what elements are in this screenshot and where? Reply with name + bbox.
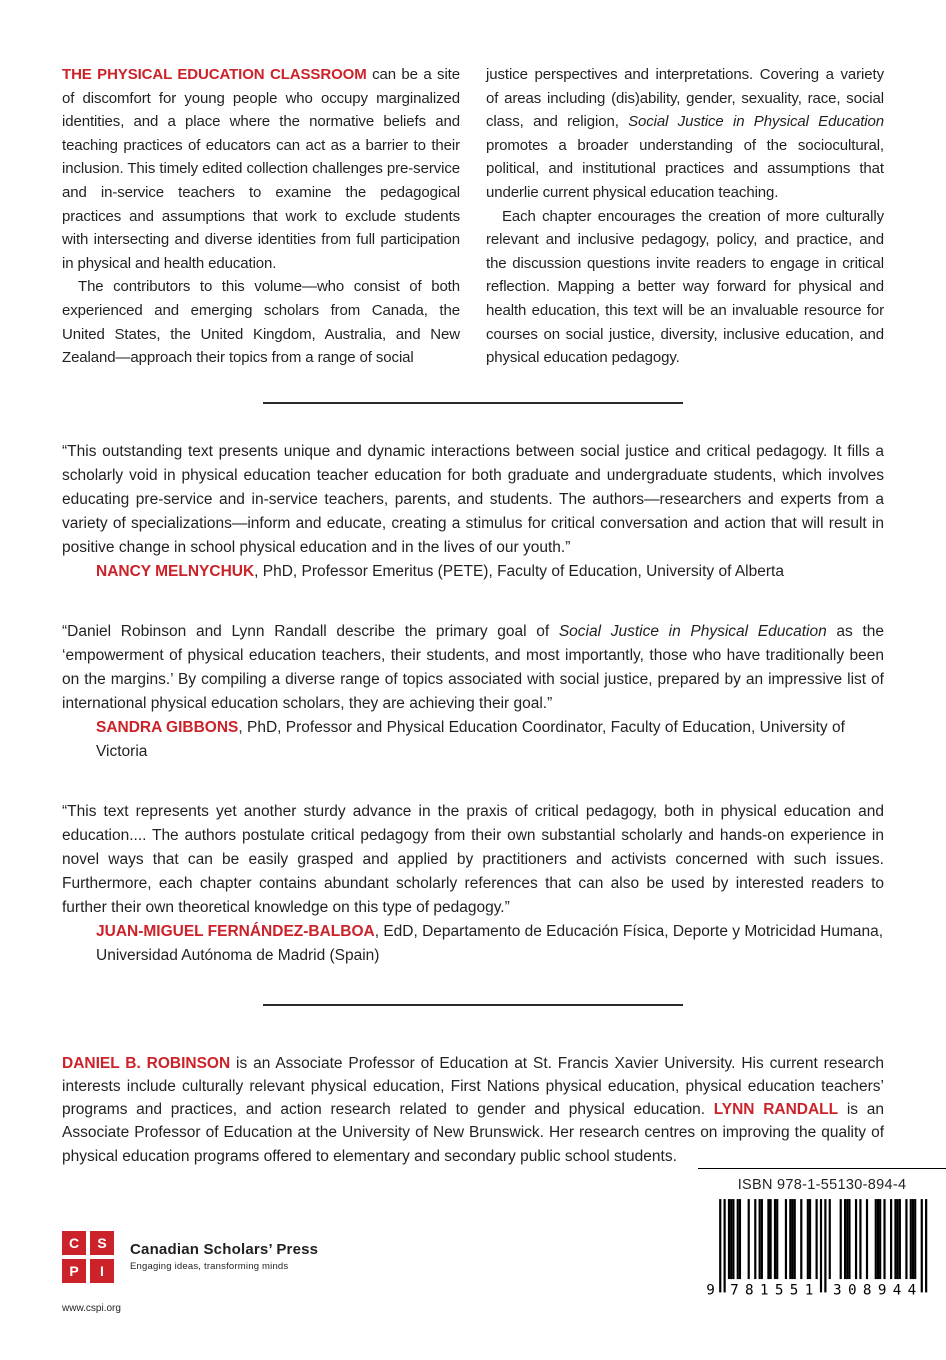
author-name-robinson: DANIEL B. ROBINSON bbox=[62, 1054, 231, 1072]
logo-letter-s: S bbox=[90, 1231, 114, 1255]
synopsis-paragraph-1 bbox=[62, 63, 460, 275]
isbn-barcode-block bbox=[698, 1168, 946, 1302]
cspi-logo bbox=[62, 1231, 114, 1283]
reviewer-credentials: , EdD, Departamento de Educación Física, Deporte y Motricidad Humana, Universidad Autónoma de Madrid (Spain) bbox=[96, 922, 884, 964]
svg-text:308944: 308944 bbox=[833, 1282, 917, 1299]
logo-letter-i: I bbox=[90, 1259, 114, 1283]
synopsis-paragraph-2: The contributors to this volume—who consist of both experienced and emerging scholars from Canada, the United States, the United Kingdom, Australia, and New Zealand—approach their topics from a range of social bbox=[62, 278, 460, 367]
endorsement-quote-1 bbox=[62, 440, 884, 584]
quote-attribution bbox=[62, 560, 884, 584]
divider-top bbox=[263, 402, 683, 404]
quote-attribution bbox=[62, 920, 884, 968]
quote-attribution bbox=[62, 716, 884, 764]
synopsis-paragraph-3 bbox=[486, 63, 884, 205]
endorsement-quote-3 bbox=[62, 800, 884, 968]
reviewer-name: NANCY MELNYCHUK bbox=[96, 562, 255, 580]
svg-text:9: 9 bbox=[706, 1282, 715, 1299]
quote-segment: “This outstanding text presents unique and dynamic interactions between social justice and critical pedagogy. It fills a scholarly void in physical education teacher education for both graduate and undergraduate students, which involves educating pre-service and in-service teachers, parents, and students. The authors—researchers and experts from a variety of specializations—inform and educate, creating a stimulus for critical conversation and action that will result in positive change in school physical education and in the lives of our youth.” bbox=[62, 442, 884, 556]
synopsis-lead-in: THE PHYSICAL EDUCATION CLASSROOM bbox=[62, 66, 367, 83]
endorsements bbox=[62, 440, 884, 968]
publisher-text bbox=[130, 1231, 318, 1272]
synopsis bbox=[62, 63, 884, 370]
synopsis-p3-text-after: promotes a broader understanding of the sociocultural, political, and institutional practices and assumptions that underlie current physical education teaching. bbox=[486, 136, 884, 201]
quote-segment: “Daniel Robinson and Lynn Randall describe the primary goal of bbox=[62, 622, 559, 640]
publisher-logo-block bbox=[62, 1231, 318, 1314]
publisher-url: www.cspi.org bbox=[62, 1303, 121, 1314]
logo-letter-c: C bbox=[62, 1231, 86, 1255]
logo-letter-p: P bbox=[62, 1259, 86, 1283]
synopsis-p3-text-before: justice perspectives and interpretations. Covering a variety of areas including (dis)ability, gender, sexuality, race, social class, and religion, bbox=[486, 66, 884, 131]
quote-text bbox=[62, 620, 884, 716]
publisher-name: Canadian Scholars’ Press bbox=[130, 1241, 319, 1258]
synopsis-paragraph-4: Each chapter encourages the creation of more culturally relevant and inclusive pedagogy, policy, and practice, and the discussion questions invite readers to engage in critical reflection. Mapping a better way forward for physical and health education, this text will be an invaluable resource for courses on social justice, diversity, inclusive education, and physical education pedagogy. bbox=[486, 207, 884, 367]
synopsis-left-column bbox=[62, 63, 460, 370]
quote-book-title: Social Justice in Physical Education bbox=[558, 622, 827, 640]
author-bio bbox=[62, 1052, 884, 1168]
isbn-number: ISBN 978-1-55130-894-4 bbox=[737, 1177, 907, 1193]
barcode bbox=[702, 1199, 942, 1302]
reviewer-name: JUAN-MIGUEL FERNÁNDEZ-BALBOA bbox=[96, 922, 375, 940]
author-bio-text-2: is an Associate Professor of Education at the University of New Brunswick. Her research centres on improving the quality of physical education programs offered to elementary and secondary public school students. bbox=[62, 1101, 884, 1165]
quote-text bbox=[62, 800, 884, 920]
quote-segment: as the ‘empowerment of physical education teachers, their students, and most importantly, those who have traditionally been on the margins.’ By compiling a diverse range of topics associated with social justice, prepared by an impressive list of international physical education scholars, they are achieving their goal.” bbox=[62, 622, 885, 712]
publisher-tagline: Engaging ideas, transforming minds bbox=[130, 1261, 289, 1272]
synopsis-p1-text: can be a site of discomfort for young people who occupy marginalized identities, and a place where the normative beliefs and teaching practices of educators can act as a barrier to their inclusion. This timely edited collection challenges pre-service and in-service teachers to examine the pedagogical practices and assumptions that work to exclude students with intersecting and diverse identities from full participation in physical and health education. bbox=[62, 66, 460, 272]
publisher-row bbox=[62, 1231, 318, 1283]
endorsement-quote-2 bbox=[62, 620, 884, 764]
svg-text:781551: 781551 bbox=[730, 1282, 814, 1299]
divider-bottom bbox=[263, 1004, 683, 1006]
author-bio-text-1: is an Associate Professor of Education at St. Francis Xavier University. His current research interests include culturally relevant physical education, First Nations physical education, physical education teachers’ programs and practices, and action research related to gender and physical education. bbox=[62, 1054, 884, 1119]
reviewer-credentials: , PhD, Professor Emeritus (PETE), Faculty of Education, University of Alberta bbox=[254, 562, 784, 580]
quote-text bbox=[62, 440, 884, 560]
synopsis-right-column bbox=[486, 63, 884, 370]
author-bio-paragraph bbox=[62, 1052, 884, 1168]
reviewer-name: SANDRA GIBBONS bbox=[96, 718, 239, 736]
reviewer-credentials: , PhD, Professor and Physical Education Coordinator, Faculty of Education, University of Victoria bbox=[96, 718, 845, 760]
author-name-randall: LYNN RANDALL bbox=[713, 1101, 839, 1119]
book-title-italic: Social Justice in Physical Education bbox=[628, 113, 884, 131]
quote-segment: “This text represents yet another sturdy advance in the praxis of critical pedagogy, both in physical education and education.... The authors postulate critical pedagogy from their own substantial scholarly and hands-on experience in novel ways that can be easily grasped and applied by practitioners and activists concerned with such issues. Furthermore, each chapter contains abundant scholarly references that can also be used by interested readers to further their own theoretical knowledge on this type of pedagogy.” bbox=[62, 802, 884, 916]
